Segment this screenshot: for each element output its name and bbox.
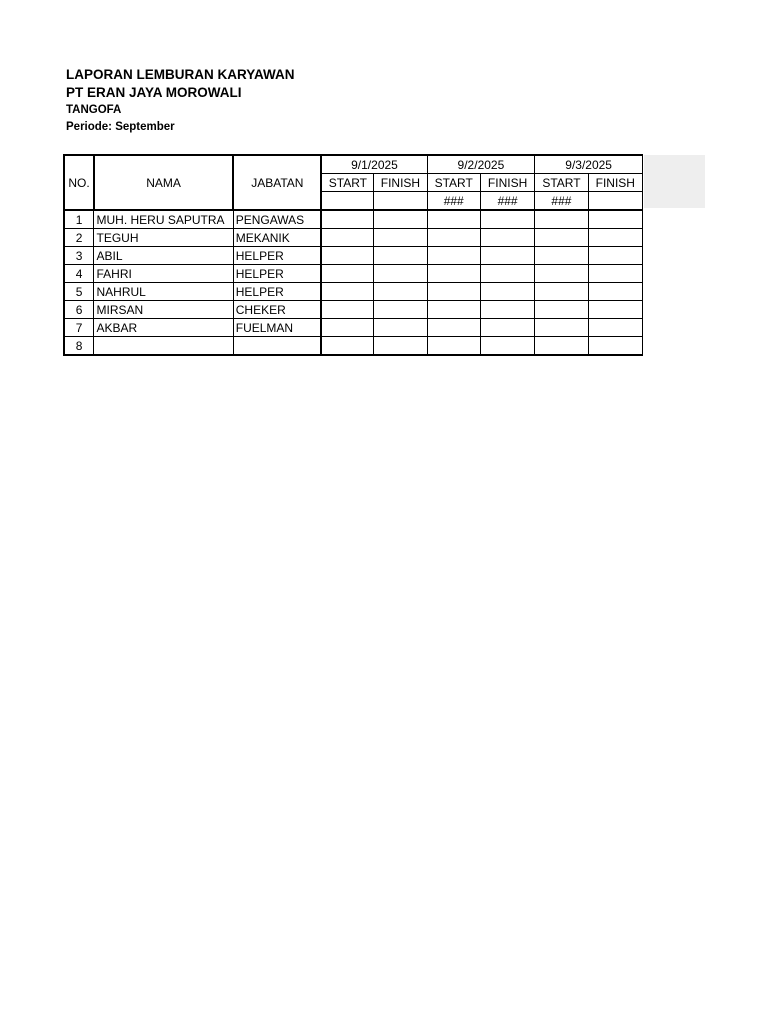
employee-name[interactable]: MIRSAN bbox=[94, 301, 233, 319]
employee-name[interactable]: AKBAR bbox=[94, 319, 233, 337]
date-header-2[interactable]: 9/2/2025 bbox=[427, 155, 535, 174]
employee-name[interactable] bbox=[94, 337, 233, 356]
time-cell[interactable] bbox=[427, 319, 480, 337]
report-title: LAPORAN LEMBURAN KARYAWAN bbox=[66, 67, 295, 82]
time-cell[interactable] bbox=[427, 337, 480, 356]
row-number[interactable]: 1 bbox=[64, 210, 94, 229]
time-cell[interactable] bbox=[535, 229, 588, 247]
time-cell[interactable] bbox=[374, 265, 427, 283]
time-cell[interactable] bbox=[427, 265, 480, 283]
time-cell[interactable] bbox=[321, 301, 373, 319]
time-cell[interactable] bbox=[374, 283, 427, 301]
time-cell[interactable] bbox=[588, 265, 642, 283]
time-cell[interactable] bbox=[588, 337, 642, 356]
time-cell[interactable] bbox=[588, 319, 642, 337]
row-number[interactable]: 7 bbox=[64, 319, 94, 337]
date-header-1[interactable]: 9/1/2025 bbox=[321, 155, 427, 174]
time-cell[interactable] bbox=[480, 247, 534, 265]
table-row bbox=[64, 319, 643, 337]
time-cell[interactable] bbox=[321, 192, 373, 211]
employee-position[interactable]: PENGAWAS bbox=[233, 210, 321, 229]
time-cell[interactable] bbox=[535, 319, 588, 337]
column-header-position[interactable]: JABATAN bbox=[233, 155, 321, 210]
start-header[interactable]: START bbox=[321, 174, 373, 192]
table-row bbox=[64, 229, 643, 247]
time-cell[interactable] bbox=[535, 210, 588, 229]
time-cell[interactable] bbox=[588, 229, 642, 247]
time-cell[interactable] bbox=[427, 229, 480, 247]
table-row bbox=[64, 247, 643, 265]
row-number[interactable]: 4 bbox=[64, 265, 94, 283]
employee-position[interactable]: CHEKER bbox=[233, 301, 321, 319]
time-cell[interactable] bbox=[427, 283, 480, 301]
row-number[interactable]: 2 bbox=[64, 229, 94, 247]
finish-header[interactable]: FINISH bbox=[588, 174, 642, 192]
overflow-cell[interactable]: ### bbox=[480, 192, 534, 211]
employee-position[interactable]: MEKANIK bbox=[233, 229, 321, 247]
table-row bbox=[64, 337, 643, 356]
time-cell[interactable] bbox=[321, 210, 373, 229]
time-cell[interactable] bbox=[588, 301, 642, 319]
employee-position[interactable]: HELPER bbox=[233, 283, 321, 301]
time-cell[interactable] bbox=[321, 247, 373, 265]
time-cell[interactable] bbox=[374, 192, 427, 211]
overflow-cell[interactable]: ### bbox=[427, 192, 480, 211]
time-cell[interactable] bbox=[374, 337, 427, 356]
employee-position[interactable]: HELPER bbox=[233, 265, 321, 283]
employee-position[interactable] bbox=[233, 337, 321, 356]
time-cell[interactable] bbox=[374, 301, 427, 319]
overtime-table bbox=[63, 154, 643, 356]
employee-position[interactable]: HELPER bbox=[233, 247, 321, 265]
time-cell[interactable] bbox=[480, 337, 534, 356]
time-cell[interactable] bbox=[535, 283, 588, 301]
time-cell[interactable] bbox=[321, 229, 373, 247]
time-cell[interactable] bbox=[535, 247, 588, 265]
selected-cell-range[interactable] bbox=[644, 155, 705, 208]
table-row bbox=[64, 283, 643, 301]
time-cell[interactable] bbox=[480, 301, 534, 319]
start-header[interactable]: START bbox=[427, 174, 480, 192]
time-cell[interactable] bbox=[374, 247, 427, 265]
time-cell[interactable] bbox=[321, 319, 373, 337]
overtime-table-viewport bbox=[63, 154, 643, 356]
overflow-cell[interactable]: ### bbox=[535, 192, 588, 211]
row-number[interactable]: 6 bbox=[64, 301, 94, 319]
company-name: PT ERAN JAYA MOROWALI bbox=[66, 85, 242, 100]
start-header[interactable]: START bbox=[535, 174, 588, 192]
employee-name[interactable]: TEGUH bbox=[94, 229, 233, 247]
table-row bbox=[64, 210, 643, 229]
row-number[interactable]: 3 bbox=[64, 247, 94, 265]
employee-name[interactable]: NAHRUL bbox=[94, 283, 233, 301]
column-header-no[interactable]: NO. bbox=[64, 155, 94, 210]
report-header bbox=[66, 66, 295, 136]
time-cell[interactable] bbox=[374, 319, 427, 337]
time-cell[interactable] bbox=[321, 283, 373, 301]
finish-header[interactable]: FINISH bbox=[480, 174, 534, 192]
time-cell[interactable] bbox=[535, 265, 588, 283]
table-row bbox=[64, 265, 643, 283]
time-cell[interactable] bbox=[427, 247, 480, 265]
time-cell[interactable] bbox=[321, 337, 373, 356]
time-cell[interactable] bbox=[321, 265, 373, 283]
time-cell[interactable] bbox=[374, 210, 427, 229]
time-cell[interactable] bbox=[427, 301, 480, 319]
time-cell[interactable] bbox=[480, 283, 534, 301]
time-cell[interactable] bbox=[588, 283, 642, 301]
time-cell[interactable] bbox=[588, 192, 642, 211]
time-cell[interactable] bbox=[588, 247, 642, 265]
column-header-name[interactable]: NAMA bbox=[94, 155, 233, 210]
employee-position[interactable]: FUELMAN bbox=[233, 319, 321, 337]
time-cell[interactable] bbox=[374, 229, 427, 247]
time-cell[interactable] bbox=[588, 210, 642, 229]
time-cell[interactable] bbox=[535, 301, 588, 319]
time-cell[interactable] bbox=[427, 210, 480, 229]
employee-name[interactable]: FAHRI bbox=[94, 265, 233, 283]
time-cell[interactable] bbox=[480, 229, 534, 247]
time-cell[interactable] bbox=[535, 337, 588, 356]
row-number[interactable]: 5 bbox=[64, 283, 94, 301]
table-row bbox=[64, 301, 643, 319]
date-header-3[interactable]: 9/3/2025 bbox=[535, 155, 643, 174]
employee-name[interactable]: MUH. HERU SAPUTRA bbox=[94, 210, 233, 229]
time-cell[interactable] bbox=[480, 265, 534, 283]
report-period: Periode: September bbox=[66, 121, 175, 133]
finish-header[interactable]: FINISH bbox=[374, 174, 427, 192]
row-number[interactable]: 8 bbox=[64, 337, 94, 356]
employee-name[interactable]: ABIL bbox=[94, 247, 233, 265]
time-cell[interactable] bbox=[480, 210, 534, 229]
time-cell[interactable] bbox=[480, 319, 534, 337]
site-name: TANGOFA bbox=[66, 104, 122, 116]
